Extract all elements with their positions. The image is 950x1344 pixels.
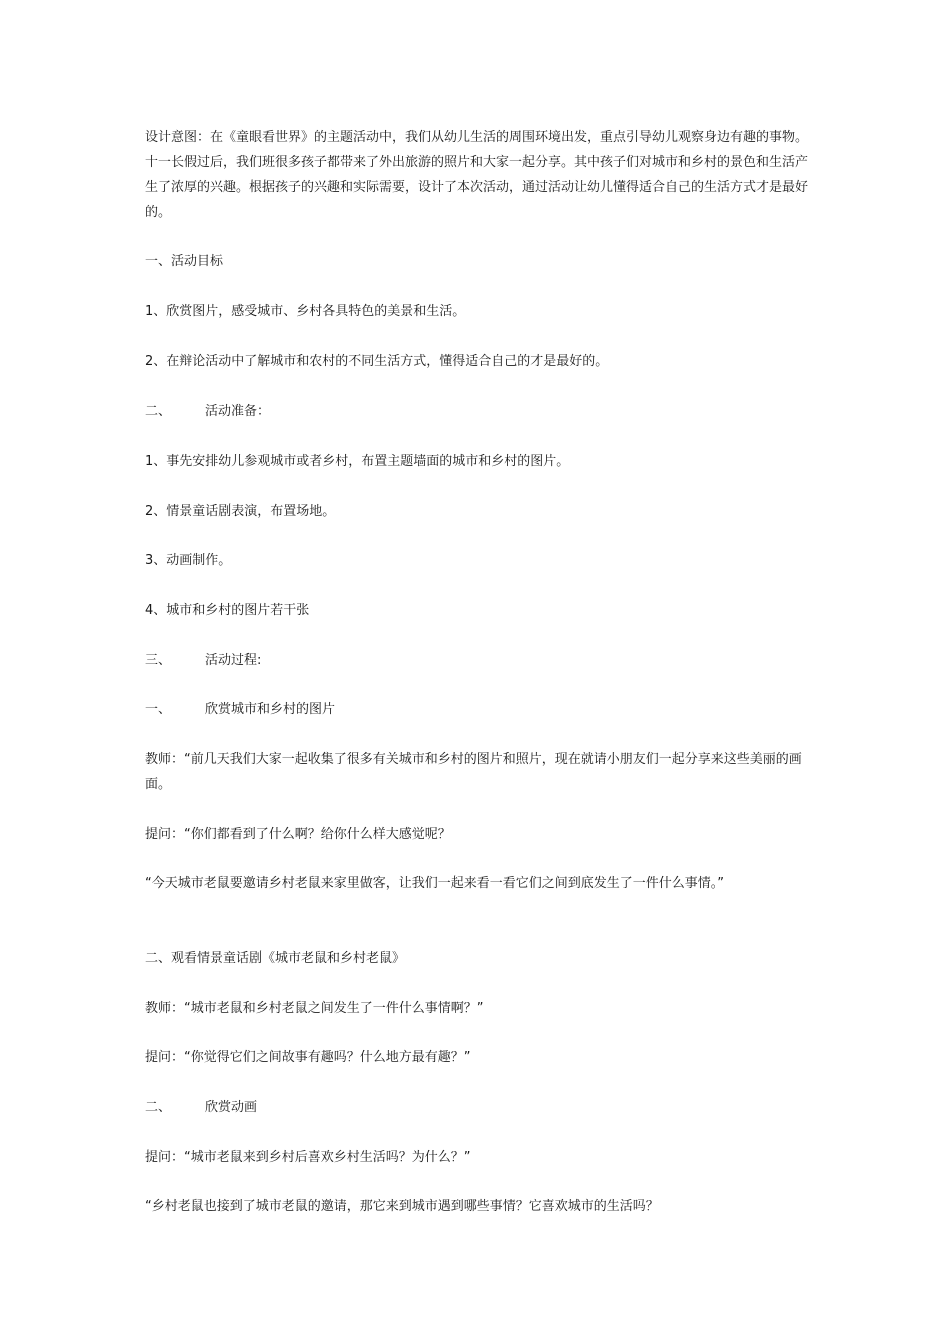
prep-item-4: 4、城市和乡村的图片若干张: [145, 603, 310, 618]
step-number: 一、: [145, 702, 172, 717]
step-title: 欣赏动画: [205, 1100, 258, 1115]
prep-item-3: 3、动画制作。: [145, 553, 232, 568]
prep-item-2: 2、情景童话剧表演，布置场地。: [145, 504, 336, 519]
question-line-4: “乡村老鼠也接到了城市老鼠的邀请，那它来到城市遇到哪些事情？它喜欢城市的生活吗？: [145, 1199, 659, 1214]
step-heading-3: [145, 1095, 810, 1120]
question-line-1: 提问：“你们都看到了什么啊？给你什么样大感觉呢？: [145, 827, 451, 842]
section-heading-preparation: [145, 399, 810, 424]
step-heading-1: [145, 697, 810, 722]
step-heading-2: 二、观看情景童话剧《城市老鼠和乡村老鼠》: [145, 951, 406, 966]
step-title: 欣赏城市和乡村的图片: [205, 702, 336, 717]
section-title: 活动过程:: [205, 653, 262, 668]
section-number: 二、: [145, 404, 172, 419]
question-line-2: 提问：“你觉得它们之间故事有趣吗？什么地方最有趣？”: [145, 1050, 471, 1065]
story-intro-line: “今天城市老鼠要邀请乡村老鼠来家里做客，让我们一起来看一看它们之间到底发生了一件什么事情。”: [145, 876, 724, 891]
teacher-line-1: 教师：“前几天我们大家一起收集了很多有关城市和乡村的图片和照片，现在就请小朋友们一起分享来这些美丽的画面。: [145, 752, 802, 792]
step-number: 二、: [145, 1100, 172, 1115]
question-line-3: 提问：“城市老鼠来到乡村后喜欢乡村生活吗？为什么？”: [145, 1150, 471, 1165]
section-heading-goals: 一、活动目标: [145, 254, 224, 269]
section-title: 活动准备：: [205, 404, 271, 419]
section-heading-process: [145, 648, 810, 673]
design-intent-paragraph: 设计意图：在《童眼看世界》的主题活动中，我们从幼儿生活的周围环境出发，重点引导幼儿观察身边有趣的事物。十一长假过后，我们班很多孩子都带来了外出旅游的照片和大家一起分享。其中孩子们对城市和乡村的景色和生活产生了浓厚的兴趣。根据孩子的兴趣和实际需要，设计了本次活动，通过活动让幼儿懂得适合自己的生活方式才是最好的。: [145, 130, 809, 220]
goal-item-2: 2、在辩论活动中了解城市和农村的不同生活方式，懂得适合自己的才是最好的。: [145, 354, 609, 369]
section-number: 三、: [145, 653, 172, 668]
prep-item-1: 1、事先安排幼儿参观城市或者乡村，布置主题墙面的城市和乡村的图片。: [145, 454, 570, 469]
goal-item-1: 1、欣赏图片，感受城市、乡村各具特色的美景和生活。: [145, 304, 466, 319]
teacher-line-2: 教师：“城市老鼠和乡村老鼠之间发生了一件什么事情啊？”: [145, 1001, 484, 1016]
